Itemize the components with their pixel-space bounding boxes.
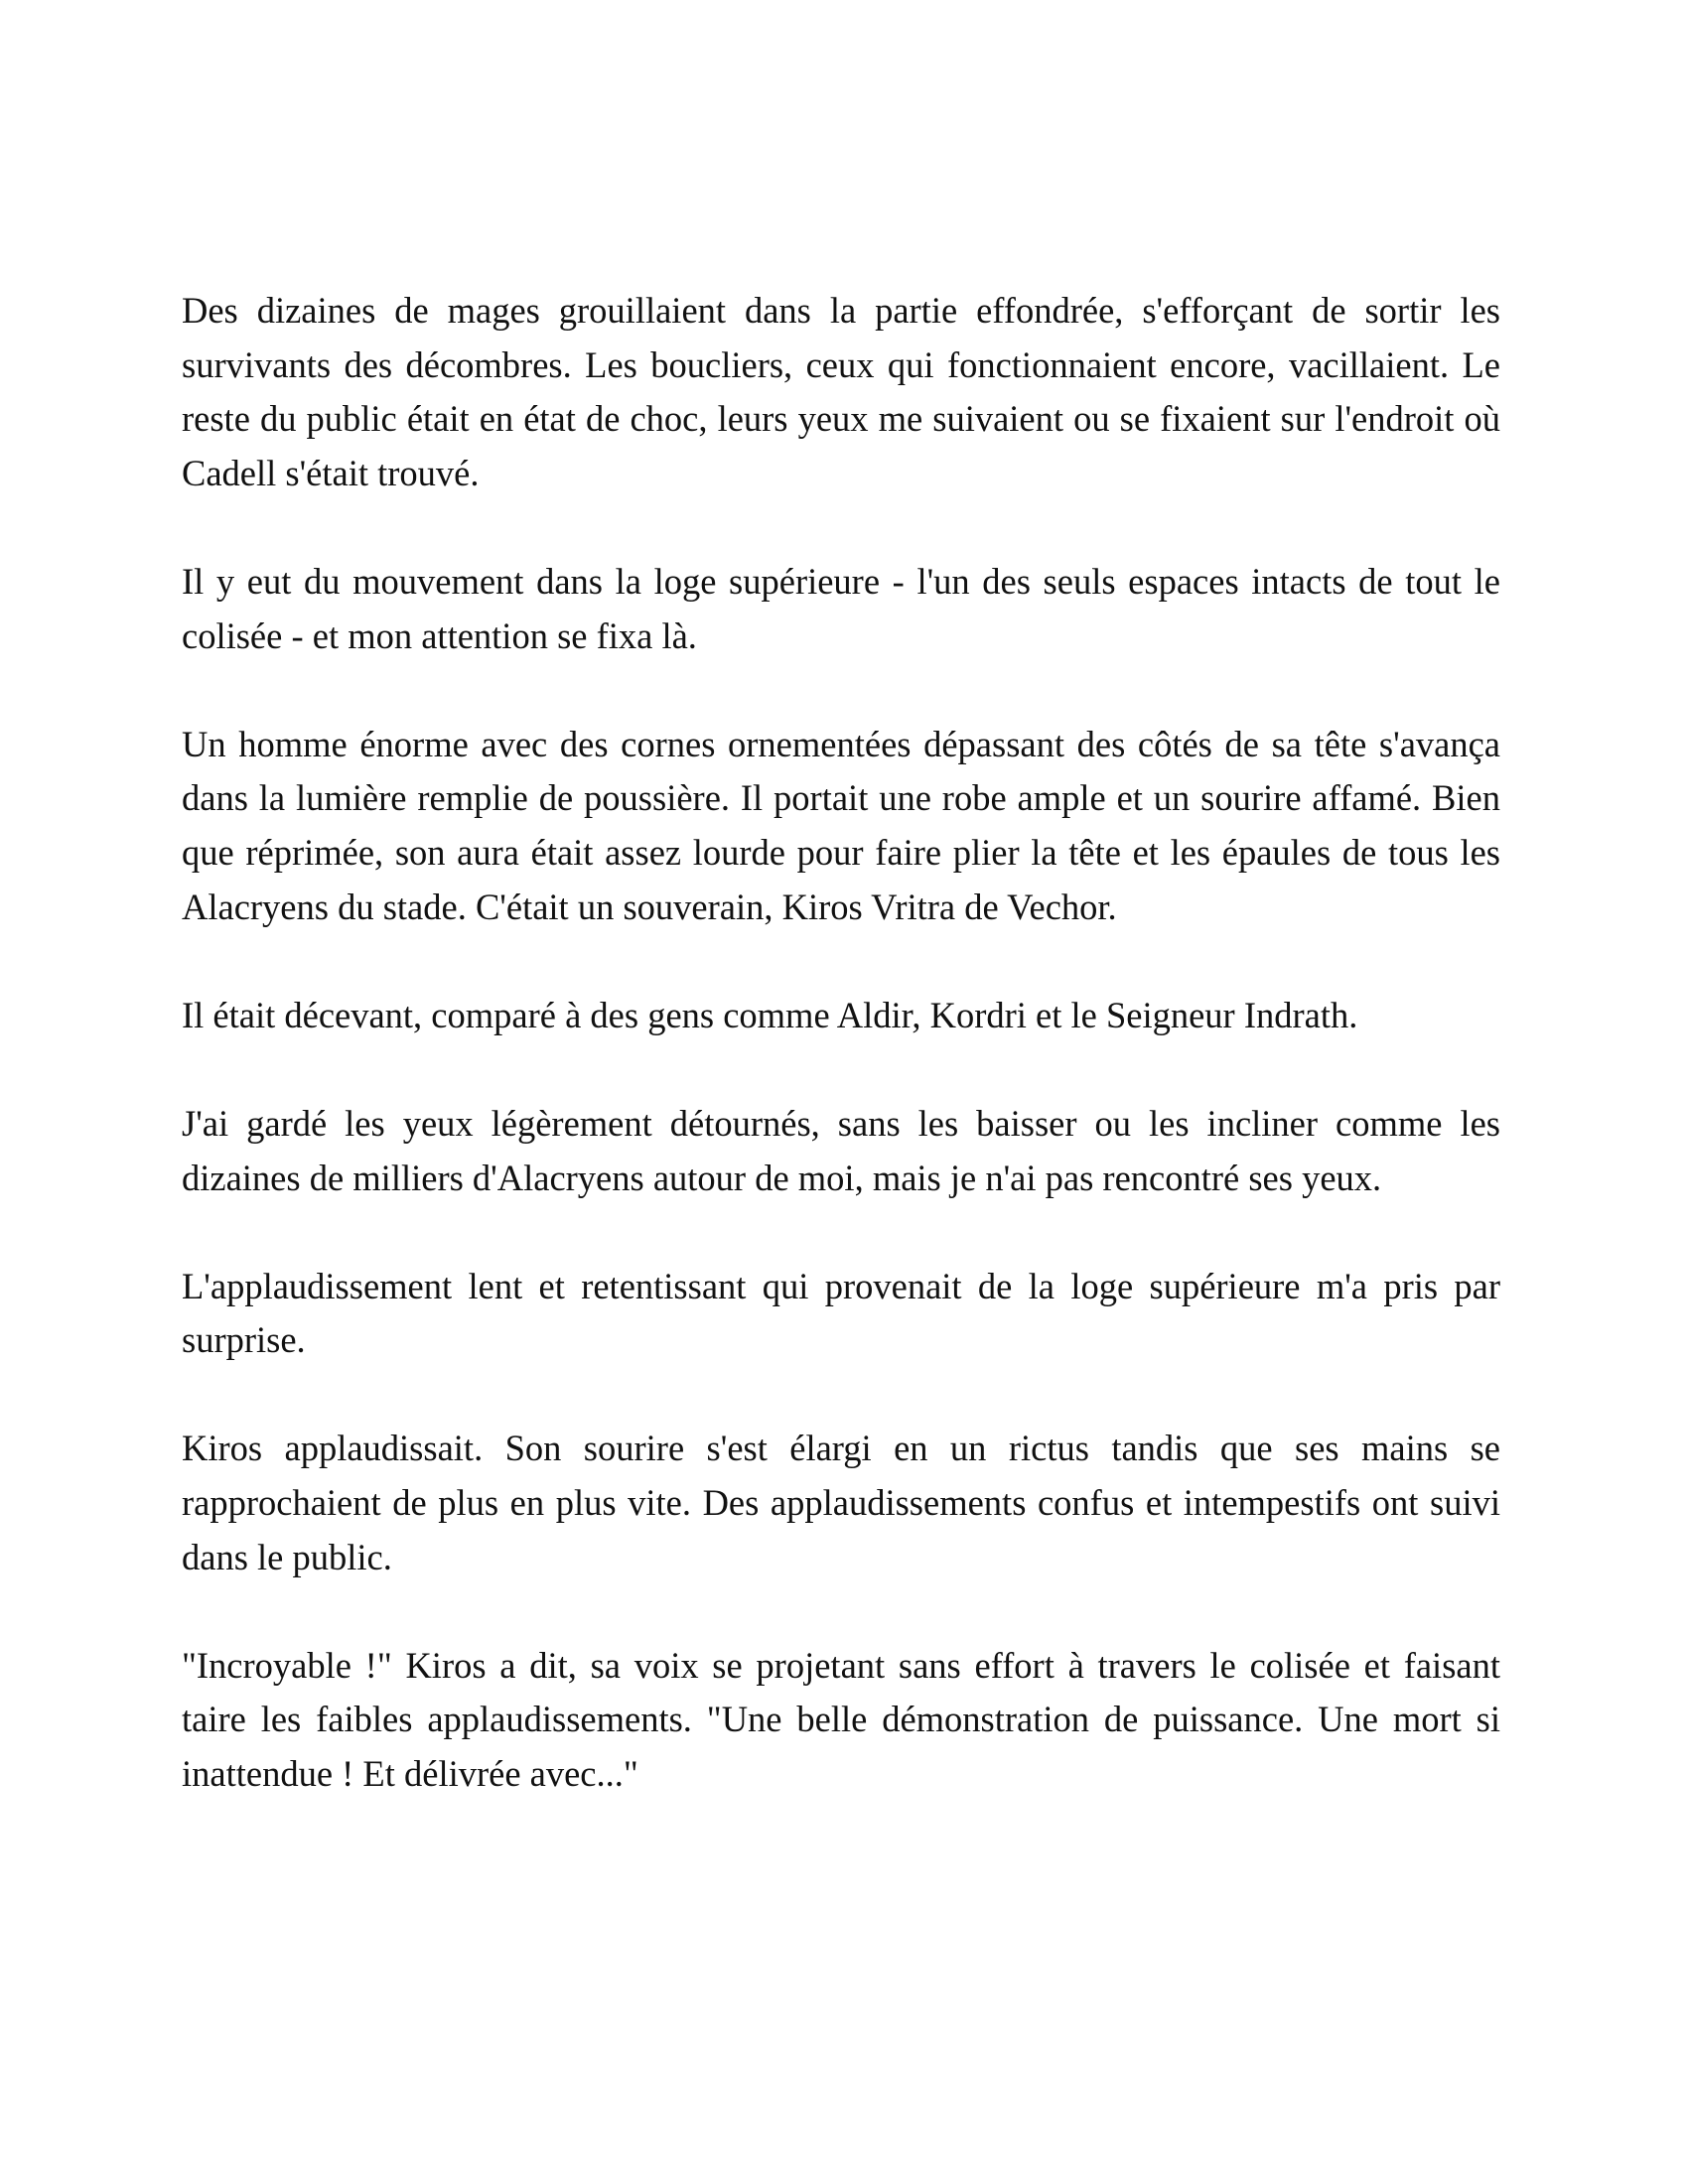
paragraph-5: J'ai gardé les yeux légèrement détournés, sans les baisser ou les incliner comme les dizaines de milliers d'Alacryens autour de moi, mais je n'ai pas rencontré ses yeux. [182,1102,1500,1198]
paragraph-3: Un homme énorme avec des cornes ornementées dépassant des côtés de sa tête s'avança dans la lumière remplie de poussière. Il portait une robe ample et un sourire affamé. Bien que réprimée, son aura était assez lourde pour faire plier la tête et les épaules de tous les Alacryens du stade. C'était un souverain, Kiros Vritra de Vechor. [182,723,1500,927]
document-page [182,284,1500,1855]
paragraph-8: "Incroyable !" Kiros a dit, sa voix se projetant sans effort à travers le colisée et faisant taire les faibles applaudissements. "Une belle démonstration de puissance. Une mort si inattendue ! Et délivrée avec..." [182,1644,1500,1795]
paragraph-2: Il y eut du mouvement dans la loge supérieure - l'un des seuls espaces intacts de tout le colisée - et mon attention se fixa là. [182,560,1500,656]
paragraph-6: L'applaudissement lent et retentissant qui provenait de la loge supérieure m'a pris par surprise. [182,1265,1500,1361]
paragraph-4: Il était décevant, comparé à des gens comme Aldir, Kordri et le Seigneur Indrath. [182,994,1358,1035]
paragraph-7: Kiros applaudissait. Son sourire s'est élargi en un rictus tandis que ses mains se rapprochaient de plus en plus vite. Des applaudissements confus et intempestifs ont suivi dans le public. [182,1428,1500,1577]
paragraph-1: Des dizaines de mages grouillaient dans la partie effondrée, s'efforçant de sortir les survivants des décombres. Les boucliers, ceux qui fonctionnaient encore, vacillaient. Le reste du public était en état de choc, leurs yeux me suivaient ou se fixaient sur l'endroit où Cadell s'était trouvé. [182,290,1500,493]
